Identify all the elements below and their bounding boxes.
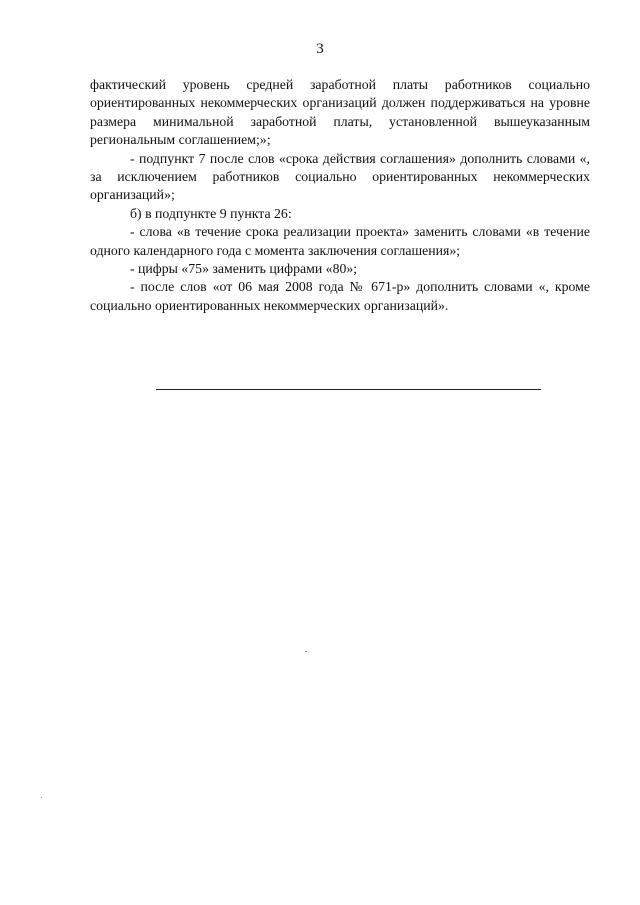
document-body — [90, 76, 590, 315]
separator-line — [156, 389, 541, 390]
paragraph-subclause-7: - подпункт 7 после слов «срока действия соглашения» дополнить словами «, за исключением работников социально ориентированных некоммерческих организаций»; — [90, 150, 590, 203]
page-number: 3 — [316, 41, 324, 57]
scan-speck — [41, 797, 42, 798]
paragraph-subclause-9-heading: б) в подпункте 9 пункта 26: — [130, 205, 292, 221]
paragraph-add-exception: - после слов «от 06 мая 2008 года № 671-р» дополнить словами «, кроме социально ориентированных некоммерческих организаций». — [90, 279, 590, 313]
paragraph-replace-figures: - цифры «75» заменить цифрами «80»; — [130, 261, 358, 277]
paragraph-wage-level: фактический уровень средней заработной платы работников социально ориентированных некоммерческих организаций должен поддерживаться на уровне размера минимальной заработной платы, установленной вышеуказанным региональным соглашением;»; — [90, 77, 590, 148]
paragraph-replace-project-period: - слова «в течение срока реализации проекта» заменить словами «в течение одного календарного года с момента заключения соглашения»; — [90, 224, 590, 258]
scan-speck — [305, 651, 307, 652]
